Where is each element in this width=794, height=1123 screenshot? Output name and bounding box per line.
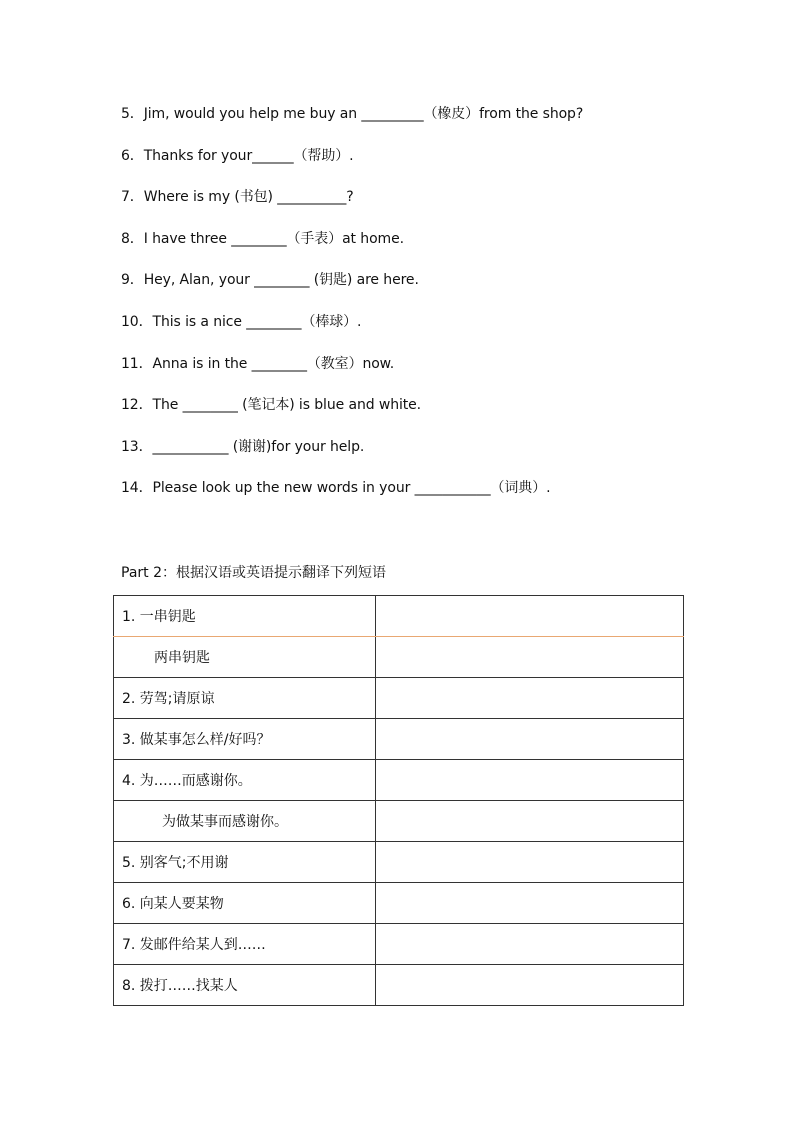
phrase-prompt-cell: 8. 拨打……找某人 bbox=[114, 965, 376, 1006]
table-row bbox=[114, 924, 684, 965]
exercise-item-14: 14．Please look up the new words in your ___________（词典）. bbox=[121, 480, 551, 497]
answer-cell[interactable] bbox=[376, 883, 684, 924]
table-row bbox=[114, 965, 684, 1006]
answer-cell[interactable] bbox=[376, 801, 684, 842]
exercise-item-6: 6．Thanks for your______（帮助）. bbox=[121, 147, 354, 164]
exercise-item-9: 9．Hey, Alan, your ________ (钥匙) are here. bbox=[121, 272, 419, 289]
phrase-prompt-cell: 4. 为……而感谢你。 bbox=[114, 760, 376, 801]
table-row bbox=[114, 637, 684, 678]
exercise-item-13: 13．___________ (谢谢)for your help. bbox=[121, 438, 365, 455]
table-row bbox=[114, 760, 684, 801]
answer-cell[interactable] bbox=[376, 719, 684, 760]
phrase-prompt-cell: 3. 做某事怎么样/好吗？ bbox=[114, 719, 376, 760]
phrase-prompt-cell: 5. 别客气;不用谢 bbox=[114, 842, 376, 883]
exercise-item-8: 8．I have three ________（手表）at home. bbox=[121, 230, 404, 247]
answer-cell[interactable] bbox=[376, 760, 684, 801]
exercise-item-10: 10．This is a nice ________（棒球）. bbox=[121, 313, 362, 330]
fill-in-exercise-list bbox=[121, 104, 741, 520]
phrase-translation-table bbox=[113, 595, 684, 1006]
exercise-item-11: 11．Anna is in the ________（教室）now. bbox=[121, 355, 395, 372]
part-2-title: Part 2：根据汉语或英语提示翻译下列短语 bbox=[121, 565, 386, 581]
answer-cell[interactable] bbox=[376, 965, 684, 1006]
answer-cell[interactable] bbox=[376, 596, 684, 637]
phrase-prompt-cell: 7. 发邮件给某人到…… bbox=[114, 924, 376, 965]
answer-cell[interactable] bbox=[376, 637, 684, 678]
phrase-prompt-cell: 6. 向某人要某物 bbox=[114, 883, 376, 924]
table-row bbox=[114, 719, 684, 760]
answer-cell[interactable] bbox=[376, 842, 684, 883]
answer-cell[interactable] bbox=[376, 678, 684, 719]
phrase-prompt-cell: 为做某事而感谢你。 bbox=[114, 801, 376, 842]
table-row bbox=[114, 801, 684, 842]
phrase-prompt-cell: 1. 一串钥匙 bbox=[114, 596, 376, 637]
table-row bbox=[114, 678, 684, 719]
exercise-item-12: 12．The ________ (笔记本) is blue and white. bbox=[121, 397, 422, 414]
exercise-item-5: 5．Jim, would you help me buy an _________（橡皮）from the shop? bbox=[121, 106, 584, 122]
exercise-item-7: 7．Where is my (书包) __________? bbox=[121, 189, 354, 206]
phrase-prompt-cell: 2. 劳驾;请原谅 bbox=[114, 678, 376, 719]
table-row bbox=[114, 596, 684, 637]
table-row bbox=[114, 842, 684, 883]
phrase-prompt-cell: 两串钥匙 bbox=[114, 637, 376, 678]
table-row bbox=[114, 883, 684, 924]
answer-cell[interactable] bbox=[376, 924, 684, 965]
